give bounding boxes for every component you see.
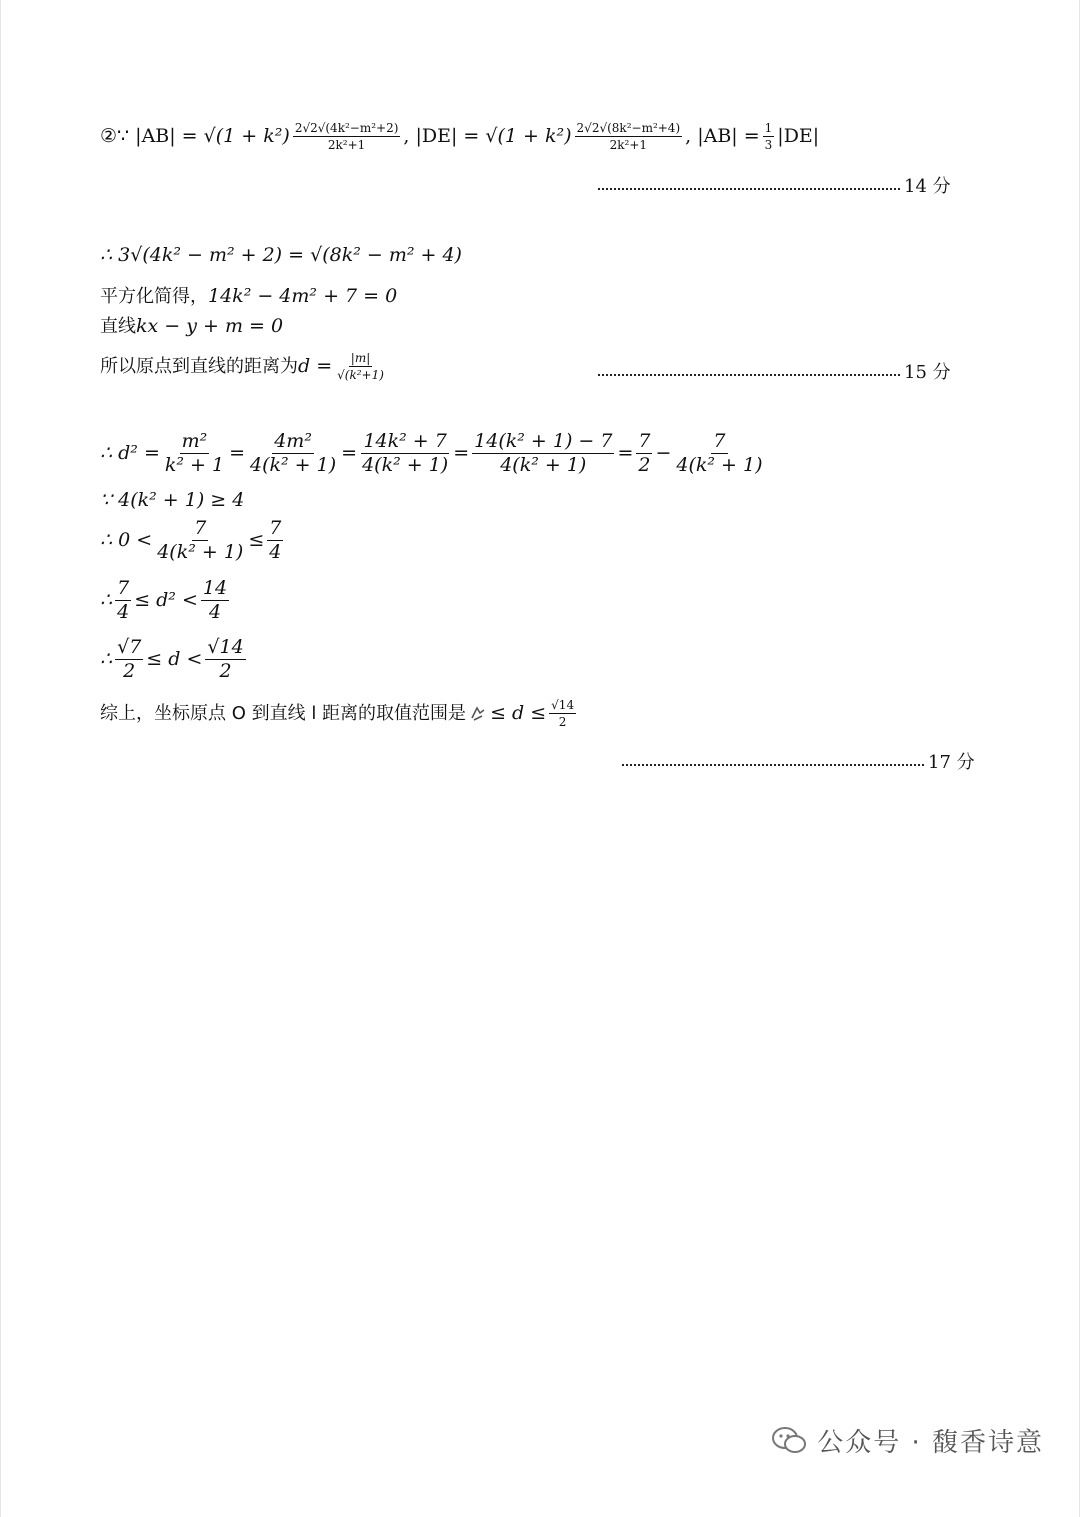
bound-3-left-num: √7 (117, 636, 142, 658)
bound-2-right-num: 14 (202, 577, 228, 599)
score-15: 15 分 (904, 362, 951, 383)
watermark-text: 公众号 · 馥香诗意 (817, 1428, 1044, 1458)
inequality-line (100, 491, 244, 510)
bound-3-left (115, 638, 143, 681)
frac-4-den: 4(k² + 1) (500, 454, 587, 476)
bound-2-right-den: 4 (208, 601, 222, 623)
frac-6-num: 7 (713, 430, 726, 452)
bound-2-mid: ≤ d² < (134, 589, 198, 611)
wechat-watermark (771, 1422, 1044, 1459)
frac-2 (248, 432, 338, 475)
sqrt-term-2: √(1 + k²) (485, 125, 572, 147)
one-third-den: 3 (764, 138, 773, 152)
bound-3-right-num: √14 (207, 636, 244, 658)
bound-3-left-den: 2 (123, 660, 136, 682)
score-15-marker (598, 358, 951, 384)
ab-de-length-line (100, 122, 819, 151)
de-fraction-num: 2√2√(8k²−m²+4) (576, 121, 681, 135)
bound-1-num: 7 (194, 517, 207, 539)
frac-6 (674, 432, 764, 475)
distance-line (100, 352, 389, 381)
bound-1-mid: ≤ (248, 529, 265, 551)
bound-2-start: ∴ (100, 589, 113, 611)
line-equation-line (100, 317, 283, 336)
de-length-label: , |DE| = (403, 125, 480, 147)
simplify-equation: 14k² − 4m² + 7 = 0 (208, 285, 398, 307)
bound-3-right (205, 638, 245, 681)
dot-leader-2 (598, 366, 900, 376)
conclusion-frac (549, 699, 576, 728)
frac-2-num: 4m² (274, 430, 312, 452)
dot-leader (598, 180, 900, 190)
bound-line-3 (100, 638, 249, 681)
line-text: 直线 (100, 315, 136, 337)
conclusion-num: √14 (551, 698, 575, 712)
score-14-marker (598, 172, 951, 198)
dot-leader-3 (622, 756, 924, 766)
distance-fraction (335, 352, 386, 381)
frac-3-den: 4(k² + 1) (362, 454, 449, 476)
simplify-text: 平方化简得， (100, 285, 208, 307)
smudged-fraction-icon (468, 704, 488, 724)
bound-3-right-den: 2 (219, 660, 232, 682)
score-14: 14 分 (904, 176, 951, 197)
ab-length-label: ②∵ |AB| = (100, 125, 198, 147)
bound-1-right-num: 7 (269, 517, 282, 539)
bound-line-2 (100, 579, 232, 622)
simplify-line (100, 287, 397, 306)
root-equation-line (100, 246, 462, 265)
one-third-fraction (763, 122, 775, 151)
frac-5-den: 2 (638, 454, 651, 476)
distance-text: 所以原点到直线的距离为 (100, 355, 298, 377)
bound-2-left-num: 7 (117, 577, 130, 599)
root-equation: ∴ 3√(4k² − m² + 2) = √(8k² − m² + 4) (100, 244, 462, 266)
distance-den: √(k²+1) (337, 368, 384, 382)
frac-1-den: k² + 1 (164, 454, 225, 476)
conclusion-den: 2 (558, 715, 567, 729)
bound-2-left (115, 579, 131, 622)
ab-fraction-num: 2√2√(4k²−m²+2) (294, 121, 399, 135)
ab-fraction (293, 122, 401, 151)
conclusion-mid: ≤ d ≤ (490, 702, 547, 724)
bound-3-mid: ≤ d < (146, 648, 203, 670)
frac-5-num: 7 (638, 430, 651, 452)
bound-1-right-den: 4 (269, 541, 282, 563)
frac-1-num: m² (181, 430, 208, 452)
wechat-icon (771, 1426, 807, 1456)
frac-3 (360, 432, 450, 475)
bound-line-1 (100, 519, 286, 562)
bound-2-left-den: 4 (117, 601, 130, 623)
bound-1-frac (155, 519, 245, 562)
ab-relation-label: , |AB| = (685, 125, 760, 147)
d-squared-line: ∴ d² = $\frac{\text{m²}}{\text{k² + 1}}$ = $\frac{\text{4m²}}{\text{4(k² + 1)}}$ = $\frac{\text{14k² + 7}}{\text{4(k² + 1)}}$ = $\frac{\text{14(k² + 1) − 7}}{\text{4(k² + 1)}}$ = $\frac{7}{2}$ − $\frac{7}{\text{4(k² + 1)}}$ (100, 430, 763, 476)
frac-4-num: 14(k² + 1) − 7 (474, 430, 613, 452)
d-squared-start: ∴ d² = (100, 442, 160, 464)
conclusion-line (100, 699, 579, 728)
score-17: 17 分 (928, 752, 975, 773)
ab-fraction-den: 2k²+1 (327, 138, 366, 152)
de-end: |DE| (777, 125, 820, 147)
distance-num: |m| (350, 351, 371, 365)
frac-5 (636, 432, 652, 475)
distance-d: d = (298, 355, 333, 377)
de-fraction (575, 122, 683, 151)
frac-1 (163, 432, 226, 475)
frac-6-den: 4(k² + 1) (676, 454, 763, 476)
sqrt-term: √(1 + k²) (203, 125, 290, 147)
frac-4 (472, 432, 614, 475)
one-third-num: 1 (764, 121, 773, 135)
line-equation: kx − y + m = 0 (136, 315, 284, 337)
score-17-marker (622, 748, 975, 774)
bound-1-start: ∴ 0 < (100, 529, 153, 551)
inequality: ∵ 4(k² + 1) ≥ 4 (100, 489, 245, 511)
bound-2-right (201, 579, 229, 622)
de-fraction-den: 2k²+1 (609, 138, 648, 152)
conclusion-text: 综上，坐标原点 O 到直线 l 距离的取值范围是 (100, 702, 467, 724)
bound-1-den: 4(k² + 1) (157, 541, 244, 563)
bound-3-start: ∴ (100, 648, 113, 670)
frac-2-den: 4(k² + 1) (250, 454, 337, 476)
bound-1-right (267, 519, 283, 562)
frac-3-num: 14k² + 7 (363, 430, 447, 452)
